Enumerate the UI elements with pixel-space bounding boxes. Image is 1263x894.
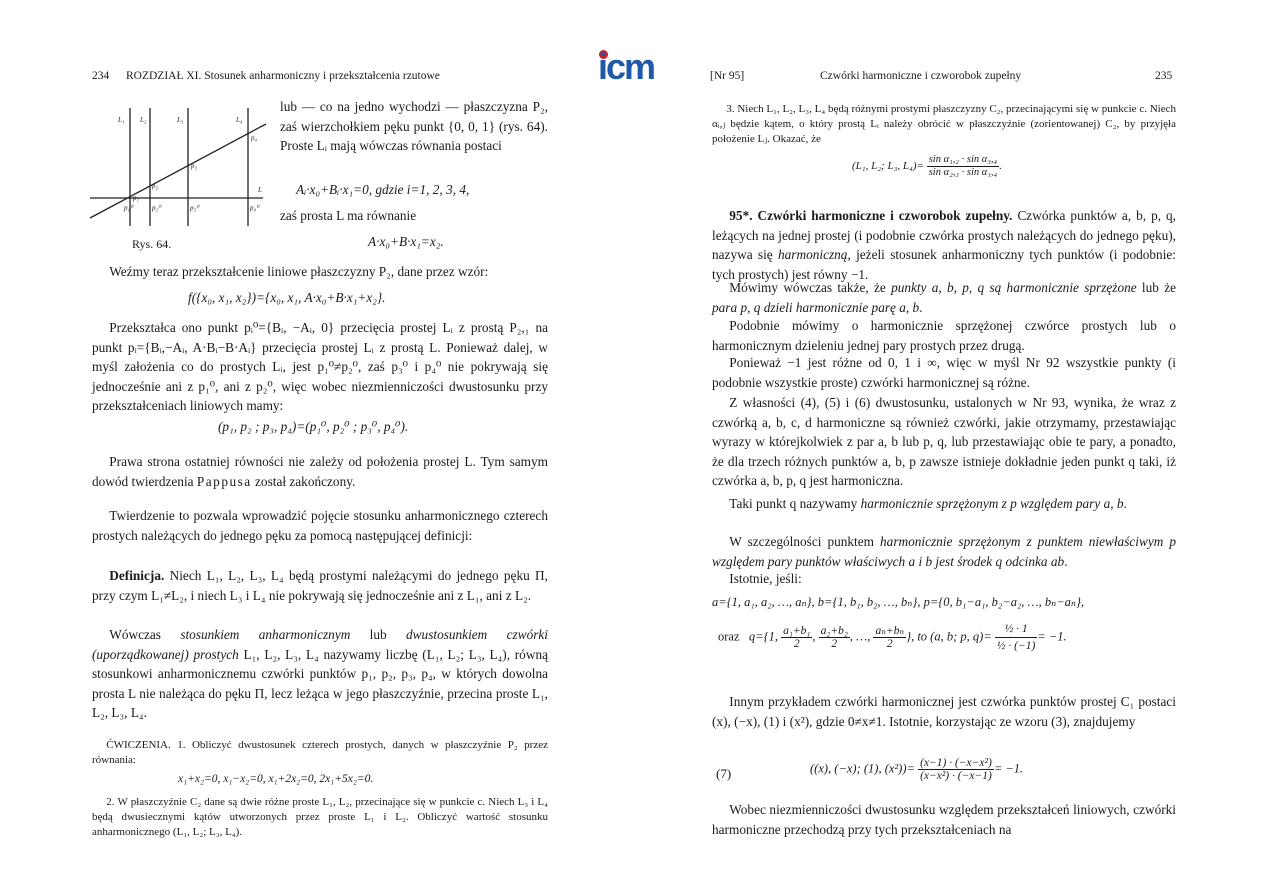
particular-b: harmonicznie sprzężonym z punktem niewłaściwym p względem pary punktów właściwych a i b jest środek q odcinka ab [712,534,1176,569]
para-definition [92,566,548,605]
para-similarly: Podobnie mówimy o harmonicznie sprzężonej czwórce prostych lub o harmonicznym dzieleniu jednej pary prostych przez drugą. [712,318,1176,353]
eq7-denominator: (x−x²) · (−x−1) [920,770,992,782]
such-b: harmonicznie sprzężonym z p względem pary a, b [860,496,1124,511]
eq-q-end: = −1. [1037,629,1067,644]
para-mapping: Weźmy teraz przekształcenie liniowe płaszczyzny P₂, dane przez wzór: [109,264,489,279]
label-p20: p₂⁰ [152,204,161,212]
label-L: L [258,186,262,194]
eq-q-frac3-num: aₙ+bₙ [875,625,905,637]
eq-q-frac1-num: a₁+b₁ [783,625,811,637]
para-theorem: Twierdzenie to pozwala wprowadzić pojęcie stosunku anharmonicznego czterech prostych należących do jednego pęku za pomocą następującej definicji: [92,508,548,543]
logo-text: icm [598,46,655,87]
eq-q-result-num: ½ · 1 [995,621,1037,638]
particular-c: . [1064,553,1068,569]
exercise-3-formula: (L₁, L₂; L₃, L₄)= $\frac{\text{sin α₁,₂ · sin α₃,₄}}{\text{sin α₂,₃ · sin α₁,₄}}$ . [852,154,1002,178]
sec-term-harmonic: harmoniczną [778,247,848,263]
text-line-L: zaś prosta L ma równanie [280,208,417,223]
intro-text: lub — co na jedno wychodzi — płaszczyzna P₂, zaś wierzchołkiem pęku punkt {0, 0, 1} (rys. 64). Proste Lᵢ mają wówczas równania postaci [280,99,548,154]
left-page-number: 234 [92,70,110,82]
figure-64 [88,100,273,235]
section-number: 95*. [729,208,753,223]
exercises-1: ĆWICZENIA. 1. Obliczyć dwustosunek czterech prostych, danych w płaszczyźnie P₂ przez równania: [92,739,548,766]
eq-q-frac2-num: a₂+b₂ [820,625,848,637]
equation-q: oraz q={1, $\frac{\text{a₁+b₁}}{2}$ , $\frac{\text{a₂+b₂}}{2}$ , …, $\frac{\text{aₙ+bₙ}}{2}$ }, to (a, b; p, q)= $\frac{\text{½ · 1}}{\text{½ · (−1)}}$ = −1. [718,623,1067,652]
right-page [640,0,1263,894]
proof-end-text-1: Prawa strona ostatniej równości nie zależy od położenia prostej L. Tym samym dowód twierdzenia [92,454,548,489]
we-say-a: Mówimy wówczas także, że [729,280,892,295]
label-p4: p₄ [251,134,257,142]
ex3-lhs: (L₁, L₂; L₃, L₄)= [852,160,924,173]
equation-L: A·x₀+B·x₁=x₂. [368,234,444,249]
eq-q-result-den: ½ · (−1) [996,640,1036,652]
ex3-numerator: sin α₁,₂ · sin α₃,₄ [928,154,998,165]
we-say-e: . [919,299,923,315]
para-another: Innym przykładem czwórki harmonicznej jest czwórka punktów prostej C₁ postaci (x), (−x), (1) i (x²), gdzie 0≠x≠1. Istotnie, korzystając ze wzoru (3), znajdujemy [712,694,1176,729]
para-definition-2 [92,625,548,723]
exercise-3: 3. Niech L₁, L₂, L₃, L₄ będą różnymi prostymi płaszczyzny C₂, przecinającymi się w punkcie c. Niech αᵢ,ⱼ będzie kątem, o który prostą Lᵢ należy obrócić w płaszczyźnie (zorientowanej) C₂, by przyjęła położenie Lⱼ. Okazać, że [712,103,1176,145]
label-p40: p₄⁰ [250,204,259,212]
label-p30: p₃⁰ [190,204,199,212]
line-L [90,124,266,218]
section-ref: [Nr 95] [710,70,745,82]
left-page [0,0,620,894]
para-last: Wobec niezmienniczości dwustosunku względem przekształceń liniowych, czwórki harmoniczne przechodzą przy tych przekształceniach na [712,802,1176,837]
eq-q-start: q={1, [748,629,778,644]
definition-text: Niech L₁, L₂, L₃, L₄ będą prostymi należącymi do jednego pęku Π, przy czym L₁≠L₂, i niech L₃ i L₄ nie pokrywają się jednocześnie ani z L₁, ani z L₂. [92,568,548,603]
exercises-2: 2. W płaszczyźnie C₂ dane są dwie różne proste L₁, L₂, przecinające się w punkcie c. Niech L₃ i L₄ będą dwusiecznymi kątów utworzonych przez proste L₁ i L₂. Obliczyć wartość stosunku anharmonicznego (L₁, L₂; L₃, L₄). [92,796,548,838]
eq-q-dots: , …, [849,629,871,644]
right-running-head: Czwórki harmoniczne i czworobok zupełny [820,70,1022,82]
para-transforms: Przekształca ono punkt pᵢ⁰={Bᵢ, −Aᵢ, 0} przecięcia prostej Lᵢ z prostą P₂,₁ na punkt pᵢ={Bᵢ,−Aᵢ, A·Bᵢ−B·Aᵢ} przecięcia prostej Lᵢ z prostą L. Ponieważ dalej, w myśl założenia co do prostych Lᵢ, jest p₁⁰≠p₂⁰, zaś p₃⁰ i p₄⁰ nie pokrywają się jednocześnie ani z p₁⁰, ani z p₂⁰, więc wobec niezmienniczości dwustosunku przy przekształceniach liniowych mamy: [92,320,548,414]
def2-term-2: dwustosunkiem czwórki (uporządkowanej) prostych [92,627,548,662]
label-L3: L₃ [177,116,184,124]
section-title: Czwórki harmoniczne i czworobok zupełny. [757,208,1013,223]
equation-7 [810,757,1023,782]
equation-mapping: f({x₀, x₁, x₂})={x₀, x₁, A·x₀+B·x₁+x₂}. [188,290,386,305]
label-p1: p₁ [133,194,139,202]
such-c: . [1123,496,1127,511]
label-p3: p₃ [191,162,197,170]
we-say-d: para p, q dzieli harmonicznie parę a, b [712,299,920,315]
sec-text-c: , jeżeli stosunek anharmoniczny tych punktów (i podobnie: tych prostych) jest równy −1. [712,247,1176,282]
para-such [712,494,1176,514]
label-L1: L₁ [118,116,125,124]
eq7-numerator: (x−1) · (−x−x²) [920,757,992,769]
para-proof-end [92,452,548,491]
eq7-label: (7) [716,766,732,781]
eq-q-frac3-den: 2 [886,638,893,650]
para-we-say [712,278,1176,317]
particular-a: W szczególności punktem [729,534,881,549]
pappus-name: Pappusa [196,473,252,489]
eq-q-frac1-den: 2 [793,638,800,650]
eq-q-label: oraz [718,629,740,644]
definition-label: Definicja. [109,568,165,583]
equation-cross-ratio: (p₁, p₂ ; p₃, p₄)=(p₁⁰, p₂⁰ ; p₃⁰, p₄⁰). [218,419,409,434]
eq7-end: = −1. [993,761,1024,776]
we-say-b: punkty a, b, p, q są harmonicznie sprzężone [891,280,1137,295]
def2-a: Wówczas [109,627,181,642]
label-L4: L₄ [236,116,243,124]
such-a: Taki punkt q nazywamy [729,496,861,511]
exercises-equations: x₁+x₂=0, x₁−x₂=0, x₁+2x₂=0, 2x₁+5x₂=0. [178,773,374,785]
right-page-number: 235 [1155,70,1173,82]
eq-q-mid: }, to (a, b; p, q)= [906,629,992,644]
we-say-c: lub że [1136,280,1177,295]
figure-caption: Rys. 64. [132,237,172,251]
label-p10: p₁⁰ [124,204,133,212]
def2-term-1: stosunkiem anharmonicznym [180,627,351,642]
para-indeed: Istotnie, jeśli: [729,571,802,586]
proof-end-text-2: został zakończony. [251,473,356,489]
label-p2: p₂ [152,182,158,190]
equation-sequences: a={1, a₁, a₂, …, aₙ}, b={1, b₁, b₂, …, bₙ}, p={0, b₁−a₁, b₂−a₂, …, bₙ−aₙ}, [712,595,1085,609]
def2-c: lub [350,627,407,642]
label-L2: L₂ [140,116,147,124]
sec-text-a: Czwórka punktów a, b, p, q, leżących na jednej prostej (i podobnie czwórka prostych należących do jednego pęku), nazywa się [712,208,1176,263]
eq7-lhs: ((x), (−x); (1), (x²))= [810,761,915,776]
section-95 [712,206,1176,284]
eq-q-frac2-den: 2 [831,638,838,650]
para-properties: Z własności (4), (5) i (6) dwustosunku, ustalonych w Nr 93, wynika, że wraz z czwórką a, b, c, d harmoniczne są również czwórki, jakie otrzymamy, przestawiając wyrazy w którejkolwiek z par a, b lub p, q, lub przestawiając obie te pary, a ponadto, że dla trzech różnych punktów a, b, p zawsze istnieje dokładnie jeden punkt q taki, iż czwórka a, b, p, q jest harmoniczna. [712,395,1176,489]
ex3-denominator: sin α₂,₃ · sin α₁,₄ [928,167,998,178]
para-particular [712,532,1176,571]
equation-lines: Aᵢ·x₀+Bᵢ·x₁=0, gdzie i=1, 2, 3, 4, [296,182,470,197]
left-running-head: ROZDZIAŁ XI. Stosunek anharmoniczny i przekształcenia rzutowe [126,70,440,82]
para-since: Ponieważ −1 jest różne od 0, 1 i ∞, więc w myśl Nr 92 wszystkie punkty (i podobnie wszystkie proste) czwórki harmonicznej są różne. [712,355,1176,390]
def2-e: L₁, L₂, L₃, L₄ nazywamy liczbę (L₁, L₂; L₃, L₄), równą stosunkowi anharmonicznemu czwórki punktów p₁, p₂, p₃, p₄, w których dowolna prosta L nie należąca do pęku Π, lecz leżąca w jego płaszczyźnie, przecina proste L₁, L₂, L₃, L₄. [92,646,548,721]
